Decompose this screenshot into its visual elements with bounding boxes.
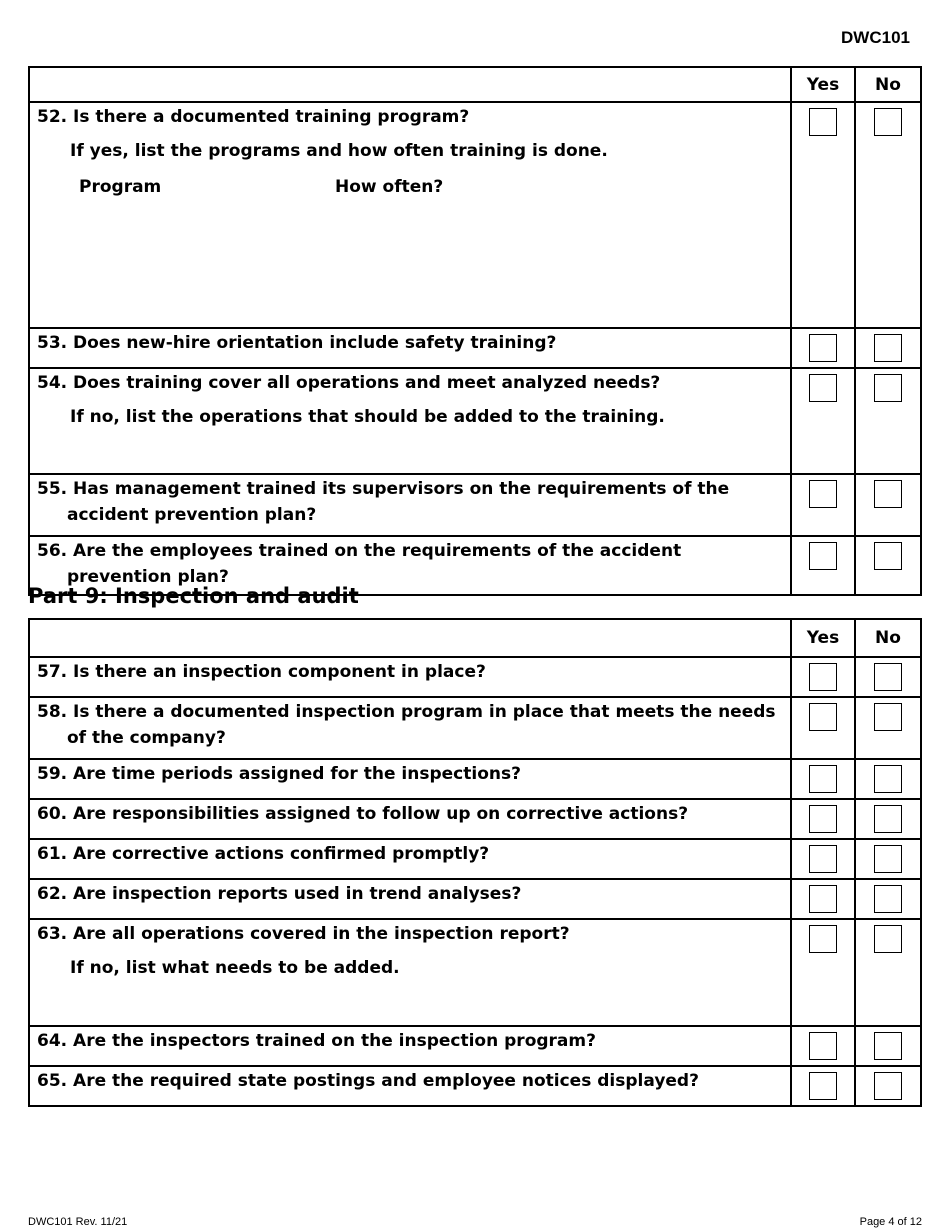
question-53-text: 53. Does new-hire orientation include safety training? bbox=[37, 333, 557, 353]
no-cell-57 bbox=[855, 657, 921, 697]
question-cell-65 bbox=[29, 1066, 791, 1106]
question-54-text: 54. Does training cover all operations and meet analyzed needs? bbox=[37, 373, 661, 393]
question-row-64 bbox=[29, 1026, 921, 1066]
table-header-row bbox=[29, 619, 921, 657]
question-cell-54 bbox=[29, 368, 791, 474]
question-row-59 bbox=[29, 759, 921, 799]
question-row-62 bbox=[29, 879, 921, 919]
yes-checkbox-63[interactable] bbox=[809, 925, 837, 953]
question-cell-58 bbox=[29, 697, 791, 759]
yes-checkbox-61[interactable] bbox=[809, 845, 837, 873]
yes-cell-56 bbox=[791, 536, 855, 595]
footer-revision: DWC101 Rev. 11/21 bbox=[28, 1216, 128, 1228]
no-cell-60 bbox=[855, 799, 921, 839]
no-checkbox-64[interactable] bbox=[874, 1032, 902, 1060]
yes-column-header: Yes bbox=[791, 67, 855, 102]
inspection-questions-table bbox=[28, 618, 922, 1107]
form-id: DWC101 bbox=[841, 28, 910, 47]
question-54-subtext: If no, list the operations that should be added to the training. bbox=[70, 407, 665, 427]
yes-cell-55 bbox=[791, 474, 855, 536]
question-60-text: 60. Are responsibilities assigned to follow up on corrective actions? bbox=[37, 804, 689, 824]
no-column-header: No bbox=[855, 67, 921, 102]
question-cell-61 bbox=[29, 839, 791, 879]
question-column-header bbox=[29, 67, 791, 102]
question-cell-59 bbox=[29, 759, 791, 799]
no-cell-56 bbox=[855, 536, 921, 595]
question-row-54 bbox=[29, 368, 921, 474]
question-row-53 bbox=[29, 328, 921, 368]
no-cell-53 bbox=[855, 328, 921, 368]
yes-cell-64 bbox=[791, 1026, 855, 1066]
yes-cell-62 bbox=[791, 879, 855, 919]
no-checkbox-53[interactable] bbox=[874, 334, 902, 362]
question-58-text: 58. Is there a documented inspection program in place that meets the needs of the company? bbox=[37, 702, 776, 748]
no-cell-54 bbox=[855, 368, 921, 474]
question-cell-57 bbox=[29, 657, 791, 697]
no-cell-64 bbox=[855, 1026, 921, 1066]
question-cell-55 bbox=[29, 474, 791, 536]
question-65-text: 65. Are the required state postings and employee notices displayed? bbox=[37, 1071, 699, 1091]
no-checkbox-59[interactable] bbox=[874, 765, 902, 793]
question-cell-64 bbox=[29, 1026, 791, 1066]
question-61-text: 61. Are corrective actions confirmed promptly? bbox=[37, 844, 490, 864]
no-cell-58 bbox=[855, 697, 921, 759]
question-cell-53 bbox=[29, 328, 791, 368]
how-often-label: How often? bbox=[335, 177, 444, 197]
question-row-60 bbox=[29, 799, 921, 839]
yes-checkbox-56[interactable] bbox=[809, 542, 837, 570]
no-cell-55 bbox=[855, 474, 921, 536]
no-checkbox-56[interactable] bbox=[874, 542, 902, 570]
yes-checkbox-65[interactable] bbox=[809, 1072, 837, 1100]
no-cell-61 bbox=[855, 839, 921, 879]
yes-checkbox-59[interactable] bbox=[809, 765, 837, 793]
no-cell-63 bbox=[855, 919, 921, 1026]
no-checkbox-55[interactable] bbox=[874, 480, 902, 508]
yes-checkbox-64[interactable] bbox=[809, 1032, 837, 1060]
question-cell-62 bbox=[29, 879, 791, 919]
yes-checkbox-55[interactable] bbox=[809, 480, 837, 508]
question-62-text: 62. Are inspection reports used in trend analyses? bbox=[37, 884, 522, 904]
no-checkbox-60[interactable] bbox=[874, 805, 902, 833]
no-checkbox-57[interactable] bbox=[874, 663, 902, 691]
question-cell-52 bbox=[29, 102, 791, 328]
no-column-header: No bbox=[855, 619, 921, 657]
question-55-text: 55. Has management trained its supervisors on the requirements of the accident prevention plan? bbox=[37, 479, 730, 525]
question-row-61 bbox=[29, 839, 921, 879]
part-9-title: Part 9: Inspection and audit bbox=[28, 584, 359, 608]
question-57-text: 57. Is there an inspection component in place? bbox=[37, 662, 486, 682]
no-checkbox-63[interactable] bbox=[874, 925, 902, 953]
yes-cell-52 bbox=[791, 102, 855, 328]
question-row-55 bbox=[29, 474, 921, 536]
question-cell-63 bbox=[29, 919, 791, 1026]
yes-cell-53 bbox=[791, 328, 855, 368]
no-cell-52 bbox=[855, 102, 921, 328]
no-cell-65 bbox=[855, 1066, 921, 1106]
no-checkbox-52[interactable] bbox=[874, 108, 902, 136]
no-checkbox-65[interactable] bbox=[874, 1072, 902, 1100]
yes-checkbox-53[interactable] bbox=[809, 334, 837, 362]
yes-checkbox-58[interactable] bbox=[809, 703, 837, 731]
training-questions-table bbox=[28, 66, 922, 596]
no-cell-62 bbox=[855, 879, 921, 919]
program-label: Program bbox=[79, 177, 162, 197]
no-cell-59 bbox=[855, 759, 921, 799]
yes-cell-58 bbox=[791, 697, 855, 759]
yes-checkbox-54[interactable] bbox=[809, 374, 837, 402]
no-checkbox-58[interactable] bbox=[874, 703, 902, 731]
yes-checkbox-60[interactable] bbox=[809, 805, 837, 833]
question-row-52 bbox=[29, 102, 921, 328]
question-row-63 bbox=[29, 919, 921, 1026]
question-52-text: 52. Is there a documented training program? bbox=[37, 107, 470, 127]
no-checkbox-54[interactable] bbox=[874, 374, 902, 402]
question-63-subtext: If no, list what needs to be added. bbox=[70, 958, 400, 978]
yes-checkbox-52[interactable] bbox=[809, 108, 837, 136]
question-row-57 bbox=[29, 657, 921, 697]
question-59-text: 59. Are time periods assigned for the inspections? bbox=[37, 764, 521, 784]
question-52-subtext: If yes, list the programs and how often training is done. bbox=[70, 141, 608, 161]
question-cell-60 bbox=[29, 799, 791, 839]
footer-page-number: Page 4 of 12 bbox=[859, 1216, 922, 1228]
yes-column-header: Yes bbox=[791, 619, 855, 657]
program-columns bbox=[37, 174, 780, 200]
yes-cell-65 bbox=[791, 1066, 855, 1106]
question-64-text: 64. Are the inspectors trained on the inspection program? bbox=[37, 1031, 596, 1051]
yes-checkbox-57[interactable] bbox=[809, 663, 837, 691]
question-row-58 bbox=[29, 697, 921, 759]
no-checkbox-62[interactable] bbox=[874, 885, 902, 913]
yes-cell-61 bbox=[791, 839, 855, 879]
question-63-text: 63. Are all operations covered in the inspection report? bbox=[37, 924, 570, 944]
yes-cell-59 bbox=[791, 759, 855, 799]
table-header-row bbox=[29, 67, 921, 102]
yes-cell-63 bbox=[791, 919, 855, 1026]
question-56-text: 56. Are the employees trained on the requirements of the accident prevention plan? bbox=[37, 541, 682, 587]
no-checkbox-61[interactable] bbox=[874, 845, 902, 873]
yes-cell-54 bbox=[791, 368, 855, 474]
question-row-65 bbox=[29, 1066, 921, 1106]
yes-cell-60 bbox=[791, 799, 855, 839]
yes-checkbox-62[interactable] bbox=[809, 885, 837, 913]
question-column-header bbox=[29, 619, 791, 657]
yes-cell-57 bbox=[791, 657, 855, 697]
